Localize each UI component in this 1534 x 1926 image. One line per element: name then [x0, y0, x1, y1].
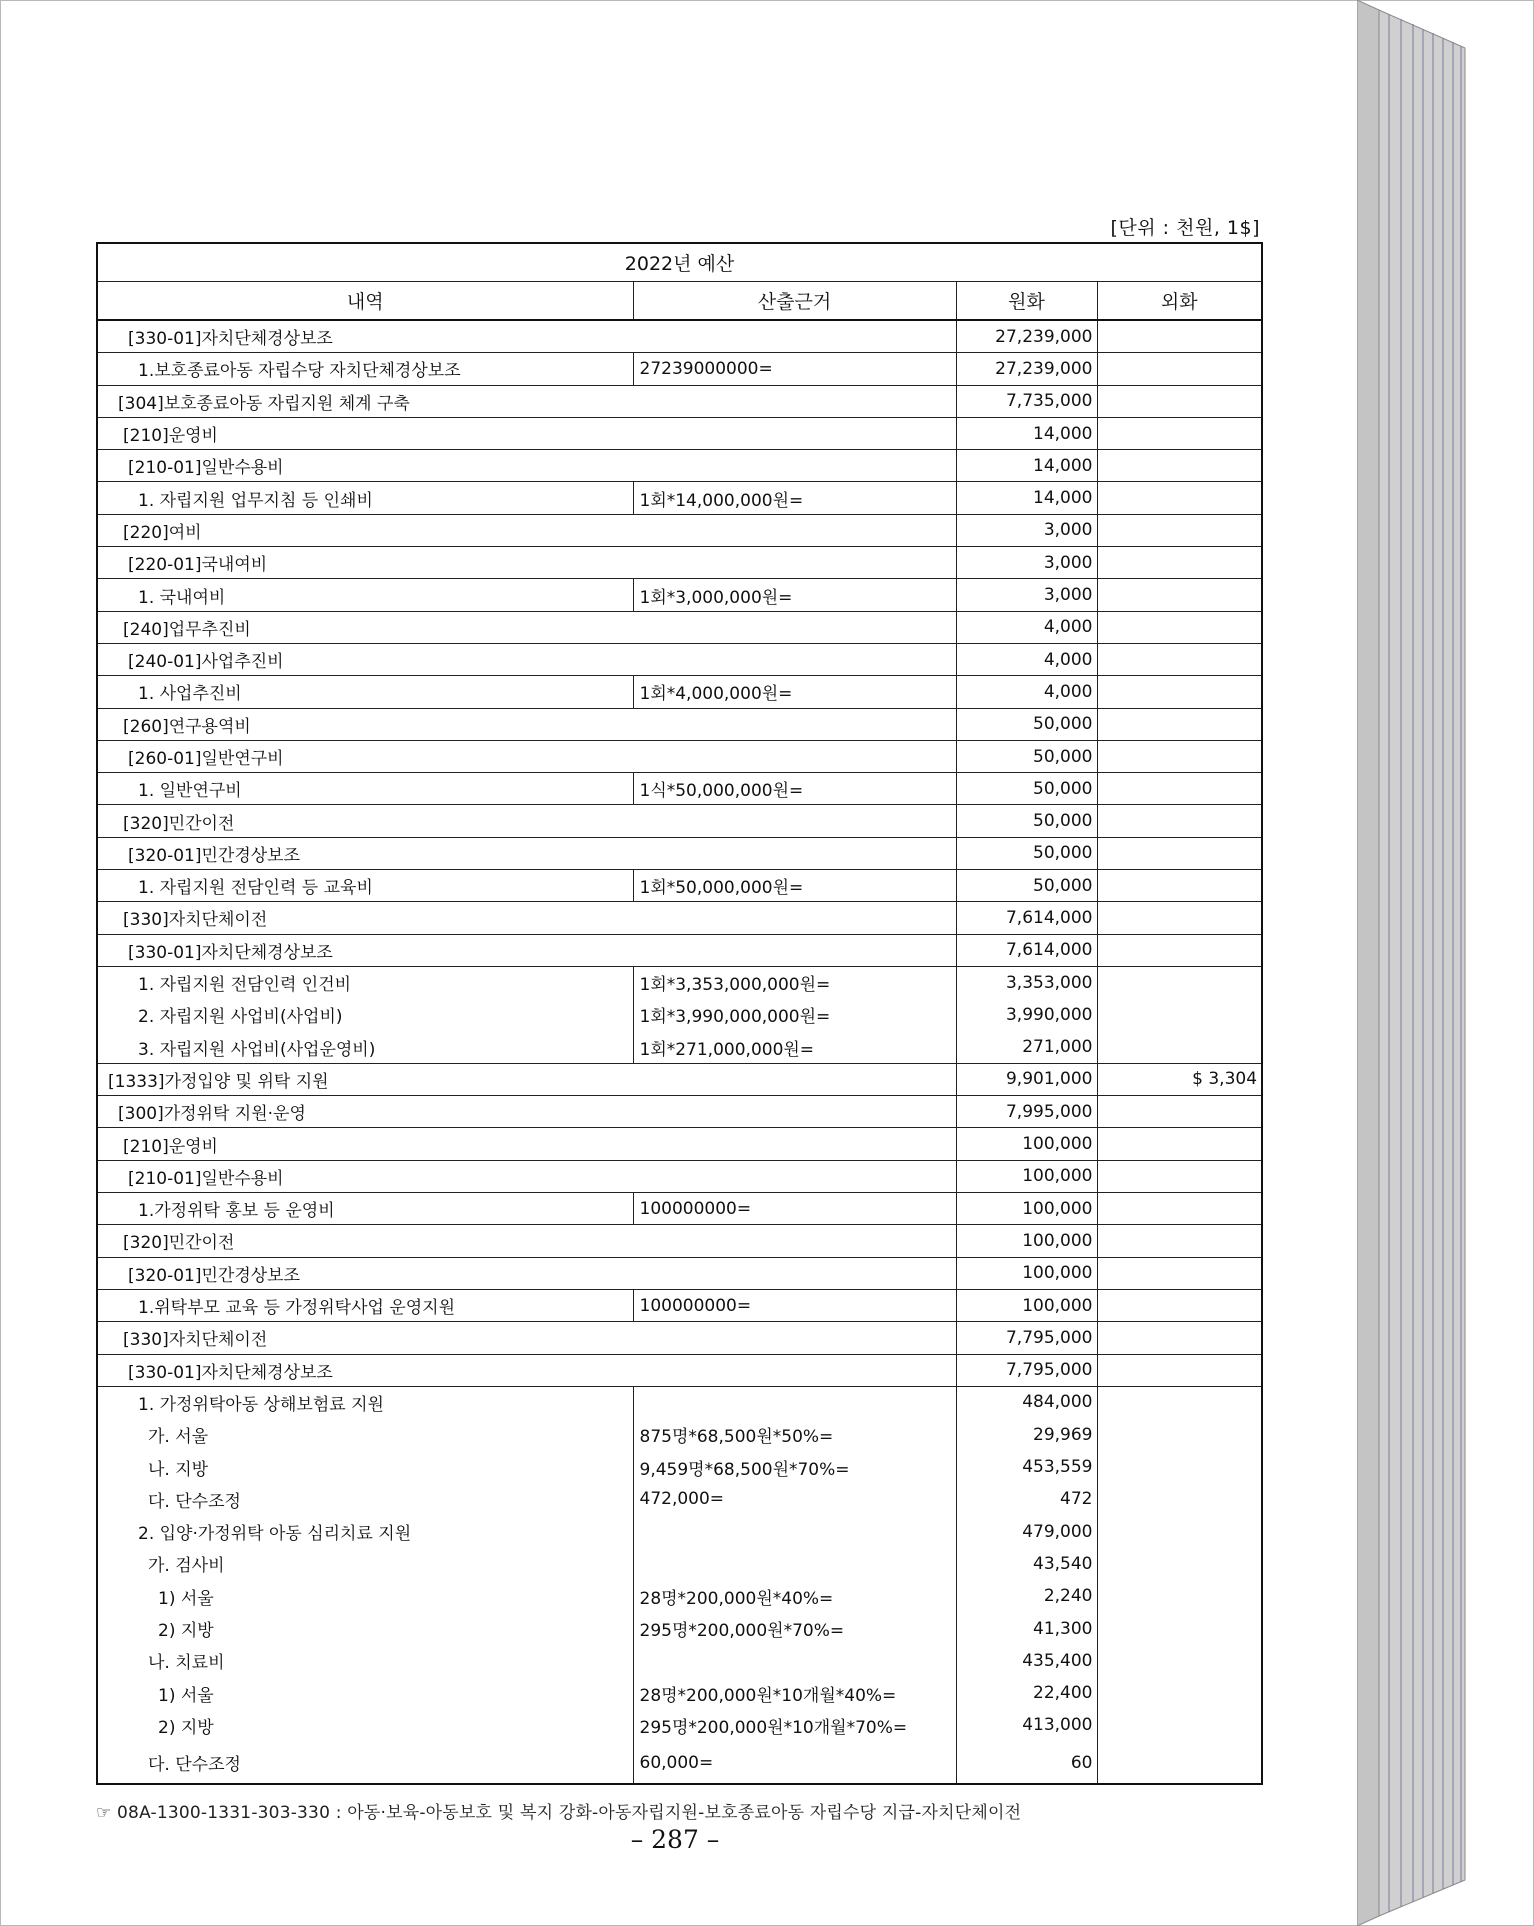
item-cell: 1. 국내여비 — [97, 579, 633, 611]
krw-amount-cell: 100,000 — [956, 1257, 1097, 1289]
basis-cell: 100000000= — [633, 1289, 956, 1321]
krw-amount-cell: 7,795,000 — [956, 1322, 1097, 1354]
krw-amount-cell: 29,969 — [956, 1419, 1097, 1451]
basis-cell: 1회*14,000,000원= — [633, 482, 956, 514]
fx-amount-cell — [1097, 1451, 1262, 1483]
basis-cell: 1회*3,353,000,000원= — [633, 966, 956, 998]
krw-amount-cell: 271,000 — [956, 1031, 1097, 1063]
fx-amount-cell — [1097, 579, 1262, 611]
item-cell: 1. 사업추진비 — [97, 676, 633, 708]
item-cell: [320-01]민간경상보조 — [97, 837, 956, 869]
krw-amount-cell: 27,239,000 — [956, 320, 1097, 353]
table-row — [97, 1128, 1262, 1160]
basis-cell: 1회*3,990,000,000원= — [633, 999, 956, 1031]
basis-cell: 9,459명*68,500원*70%= — [633, 1451, 956, 1483]
item-cell: [330-01]자치단체경상보조 — [97, 1354, 956, 1386]
table-row — [97, 579, 1262, 611]
krw-amount-cell: 479,000 — [956, 1515, 1097, 1547]
fx-amount-cell — [1097, 385, 1262, 417]
table-row — [97, 966, 1262, 998]
krw-amount-cell: 435,400 — [956, 1645, 1097, 1677]
item-cell: 2) 지방 — [97, 1612, 633, 1644]
krw-amount-cell: 7,995,000 — [956, 1096, 1097, 1128]
item-cell: [260-01]일반연구비 — [97, 740, 956, 772]
fx-amount-cell — [1097, 353, 1262, 385]
budget-table — [96, 242, 1263, 1785]
item-cell: [330-01]자치단체경상보조 — [97, 934, 956, 966]
item-cell: 1. 자립지원 전담인력 등 교육비 — [97, 870, 633, 902]
table-row — [97, 773, 1262, 805]
table-row — [97, 1193, 1262, 1225]
item-cell: [240]업무추진비 — [97, 611, 956, 643]
item-cell: [330]자치단체이전 — [97, 902, 956, 934]
table-row — [97, 1386, 1262, 1418]
item-cell: [220-01]국내여비 — [97, 547, 956, 579]
table-row — [97, 934, 1262, 966]
item-cell: [320-01]민간경상보조 — [97, 1257, 956, 1289]
basis-cell — [633, 1645, 956, 1677]
basis-cell — [633, 1515, 956, 1547]
fx-amount-cell — [1097, 547, 1262, 579]
table-row — [97, 676, 1262, 708]
table-row — [97, 1096, 1262, 1128]
item-cell: [260]연구용역비 — [97, 708, 956, 740]
table-row — [97, 740, 1262, 772]
table-row — [97, 1742, 1262, 1785]
table-row — [97, 708, 1262, 740]
krw-amount-cell: 4,000 — [956, 611, 1097, 643]
fx-amount-cell — [1097, 1096, 1262, 1128]
table-row — [97, 450, 1262, 482]
fx-amount-cell — [1097, 740, 1262, 772]
item-cell: [210-01]일반수용비 — [97, 1160, 956, 1192]
fx-amount-cell — [1097, 1225, 1262, 1257]
fx-amount-cell — [1097, 1289, 1262, 1321]
fx-amount-cell — [1097, 805, 1262, 837]
fx-amount-cell — [1097, 1322, 1262, 1354]
krw-amount-cell: 484,000 — [956, 1386, 1097, 1418]
fx-amount-cell — [1097, 837, 1262, 869]
fx-amount-cell — [1097, 1612, 1262, 1644]
fx-amount-cell — [1097, 450, 1262, 482]
table-row — [97, 1289, 1262, 1321]
krw-amount-cell: 7,795,000 — [956, 1354, 1097, 1386]
krw-amount-cell: 43,540 — [956, 1548, 1097, 1580]
fx-amount-cell — [1097, 1677, 1262, 1709]
basis-cell: 295명*200,000원*70%= — [633, 1612, 956, 1644]
krw-amount-cell: 50,000 — [956, 708, 1097, 740]
basis-cell: 27239000000= — [633, 353, 956, 385]
krw-amount-cell: 7,614,000 — [956, 934, 1097, 966]
krw-amount-cell: 50,000 — [956, 805, 1097, 837]
krw-amount-cell: 4,000 — [956, 643, 1097, 675]
col-header-krw: 원화 — [956, 282, 1097, 321]
fx-amount-cell — [1097, 1709, 1262, 1741]
item-cell: 1.보호종료아동 자립수당 자치단체경상보조 — [97, 353, 633, 385]
fx-amount-cell — [1097, 1128, 1262, 1160]
table-row — [97, 1031, 1262, 1063]
table-row — [97, 1451, 1262, 1483]
item-cell: 다. 단수조정 — [97, 1483, 633, 1515]
item-cell: 1.위탁부모 교육 등 가정위탁사업 운영지원 — [97, 1289, 633, 1321]
fx-amount-cell — [1097, 1645, 1262, 1677]
fx-amount-cell — [1097, 514, 1262, 546]
krw-amount-cell: 2,240 — [956, 1580, 1097, 1612]
item-cell: [300]가정위탁 지원·운영 — [97, 1096, 956, 1128]
krw-amount-cell: 3,000 — [956, 547, 1097, 579]
krw-amount-cell: 50,000 — [956, 740, 1097, 772]
fx-amount-cell — [1097, 482, 1262, 514]
krw-amount-cell: 413,000 — [956, 1709, 1097, 1741]
basis-cell — [633, 1548, 956, 1580]
table-row — [97, 417, 1262, 449]
basis-cell: 295명*200,000원*10개월*70%= — [633, 1709, 956, 1741]
item-cell: 1) 서울 — [97, 1580, 633, 1612]
fx-amount-cell — [1097, 1548, 1262, 1580]
fx-amount-cell — [1097, 1031, 1262, 1063]
krw-amount-cell: 50,000 — [956, 870, 1097, 902]
table-row — [97, 385, 1262, 417]
item-cell: 가. 서울 — [97, 1419, 633, 1451]
table-row — [97, 1160, 1262, 1192]
fx-amount-cell: $ 3,304 — [1097, 1063, 1262, 1095]
item-cell: [330-01]자치단체경상보조 — [97, 320, 956, 353]
basis-cell — [633, 1386, 956, 1418]
item-cell: 1.가정위탁 홍보 등 운영비 — [97, 1193, 633, 1225]
table-row — [97, 902, 1262, 934]
table-row — [97, 1612, 1262, 1644]
table-row — [97, 1645, 1262, 1677]
krw-amount-cell: 60 — [956, 1742, 1097, 1785]
basis-cell: 1회*271,000,000원= — [633, 1031, 956, 1063]
item-cell: [330]자치단체이전 — [97, 1322, 956, 1354]
krw-amount-cell: 14,000 — [956, 450, 1097, 482]
basis-cell: 1회*50,000,000원= — [633, 870, 956, 902]
table-row — [97, 643, 1262, 675]
item-cell: 2. 자립지원 사업비(사업비) — [97, 999, 633, 1031]
krw-amount-cell: 3,000 — [956, 514, 1097, 546]
fx-amount-cell — [1097, 902, 1262, 934]
fx-amount-cell — [1097, 773, 1262, 805]
krw-amount-cell: 472 — [956, 1483, 1097, 1515]
table-row — [97, 1515, 1262, 1547]
col-header-item: 내역 — [97, 282, 633, 321]
item-cell: 1. 일반연구비 — [97, 773, 633, 805]
krw-amount-cell: 3,353,000 — [956, 966, 1097, 998]
fx-amount-cell — [1097, 1160, 1262, 1192]
table-row — [97, 1483, 1262, 1515]
table-row — [97, 1322, 1262, 1354]
krw-amount-cell: 7,735,000 — [956, 385, 1097, 417]
item-cell: 가. 검사비 — [97, 1548, 633, 1580]
table-row — [97, 1709, 1262, 1741]
table-row — [97, 482, 1262, 514]
item-cell: 나. 지방 — [97, 1451, 633, 1483]
item-cell: [320]민간이전 — [97, 1225, 956, 1257]
table-row — [97, 805, 1262, 837]
item-cell: 1. 가정위탁아동 상해보험료 지원 — [97, 1386, 633, 1418]
fx-amount-cell — [1097, 1742, 1262, 1785]
fx-amount-cell — [1097, 676, 1262, 708]
krw-amount-cell: 100,000 — [956, 1193, 1097, 1225]
fx-amount-cell — [1097, 870, 1262, 902]
fx-amount-cell — [1097, 1386, 1262, 1418]
item-cell: 2. 입양·가정위탁 아동 심리치료 지원 — [97, 1515, 633, 1547]
basis-cell: 1회*3,000,000원= — [633, 579, 956, 611]
page-number: – 287 – — [630, 1825, 720, 1854]
krw-amount-cell: 3,000 — [956, 579, 1097, 611]
table-row — [97, 999, 1262, 1031]
krw-amount-cell: 41,300 — [956, 1612, 1097, 1644]
fx-amount-cell — [1097, 1419, 1262, 1451]
table-row — [97, 1677, 1262, 1709]
table-row — [97, 1225, 1262, 1257]
basis-cell: 28명*200,000원*10개월*40%= — [633, 1677, 956, 1709]
table-row — [97, 320, 1262, 353]
basis-cell: 60,000= — [633, 1742, 956, 1785]
table-body — [97, 320, 1262, 1784]
item-cell: 1. 자립지원 업무지침 등 인쇄비 — [97, 482, 633, 514]
basis-cell: 100000000= — [633, 1193, 956, 1225]
item-cell: [320]민간이전 — [97, 805, 956, 837]
item-cell: [1333]가정입양 및 위탁 지원 — [97, 1063, 956, 1095]
item-cell: [304]보호종료아동 자립지원 체계 구축 — [97, 385, 956, 417]
krw-amount-cell: 100,000 — [956, 1225, 1097, 1257]
year-header: 2022년 예산 — [97, 243, 1262, 282]
stacked-page-edges — [1357, 0, 1467, 1926]
basis-cell: 1식*50,000,000원= — [633, 773, 956, 805]
item-cell: [220]여비 — [97, 514, 956, 546]
fx-amount-cell — [1097, 708, 1262, 740]
item-cell: 1. 자립지원 전담인력 인건비 — [97, 966, 633, 998]
fx-amount-cell — [1097, 1354, 1262, 1386]
table-row — [97, 837, 1262, 869]
fx-amount-cell — [1097, 1483, 1262, 1515]
table-row — [97, 611, 1262, 643]
col-header-basis: 산출근거 — [633, 282, 956, 321]
krw-amount-cell: 453,559 — [956, 1451, 1097, 1483]
table-row — [97, 1063, 1262, 1095]
item-cell: 1) 서울 — [97, 1677, 633, 1709]
krw-amount-cell: 9,901,000 — [956, 1063, 1097, 1095]
fx-amount-cell — [1097, 999, 1262, 1031]
fx-amount-cell — [1097, 611, 1262, 643]
footnote: ☞ 08A-1300-1331-303-330 : 아동·보육-아동보호 및 복지 강화-아동자립지원-보호종료아동 자립수당 지급-자치단체이전 — [96, 1803, 1022, 1823]
item-cell: 나. 치료비 — [97, 1645, 633, 1677]
krw-amount-cell: 100,000 — [956, 1289, 1097, 1321]
table-row — [97, 1419, 1262, 1451]
fx-amount-cell — [1097, 1515, 1262, 1547]
item-cell: 3. 자립지원 사업비(사업운영비) — [97, 1031, 633, 1063]
krw-amount-cell: 50,000 — [956, 773, 1097, 805]
krw-amount-cell: 3,990,000 — [956, 999, 1097, 1031]
basis-cell: 1회*4,000,000원= — [633, 676, 956, 708]
table-row — [97, 514, 1262, 546]
krw-amount-cell: 22,400 — [956, 1677, 1097, 1709]
krw-amount-cell: 4,000 — [956, 676, 1097, 708]
basis-cell: 875명*68,500원*50%= — [633, 1419, 956, 1451]
krw-amount-cell: 14,000 — [956, 417, 1097, 449]
item-cell: [210]운영비 — [97, 1128, 956, 1160]
unit-label: [단위 : 천원, 1$] — [1110, 217, 1260, 239]
krw-amount-cell: 7,614,000 — [956, 902, 1097, 934]
table-row — [97, 353, 1262, 385]
table-row — [97, 870, 1262, 902]
krw-amount-cell: 27,239,000 — [956, 353, 1097, 385]
fx-amount-cell — [1097, 934, 1262, 966]
table-row — [97, 1548, 1262, 1580]
basis-cell: 28명*200,000원*40%= — [633, 1580, 956, 1612]
basis-cell: 472,000= — [633, 1483, 956, 1515]
table-row — [97, 1580, 1262, 1612]
table-row — [97, 1354, 1262, 1386]
krw-amount-cell: 14,000 — [956, 482, 1097, 514]
krw-amount-cell: 100,000 — [956, 1160, 1097, 1192]
table-row — [97, 1257, 1262, 1289]
item-cell: [240-01]사업추진비 — [97, 643, 956, 675]
fx-amount-cell — [1097, 417, 1262, 449]
krw-amount-cell: 100,000 — [956, 1128, 1097, 1160]
item-cell: [210-01]일반수용비 — [97, 450, 956, 482]
fx-amount-cell — [1097, 643, 1262, 675]
krw-amount-cell: 50,000 — [956, 837, 1097, 869]
fx-amount-cell — [1097, 320, 1262, 353]
item-cell: 다. 단수조정 — [97, 1742, 633, 1785]
fx-amount-cell — [1097, 1580, 1262, 1612]
fx-amount-cell — [1097, 966, 1262, 998]
item-cell: [210]운영비 — [97, 417, 956, 449]
fx-amount-cell — [1097, 1193, 1262, 1225]
item-cell: 2) 지방 — [97, 1709, 633, 1741]
col-header-fx: 외화 — [1097, 282, 1262, 321]
table-row — [97, 547, 1262, 579]
fx-amount-cell — [1097, 1257, 1262, 1289]
